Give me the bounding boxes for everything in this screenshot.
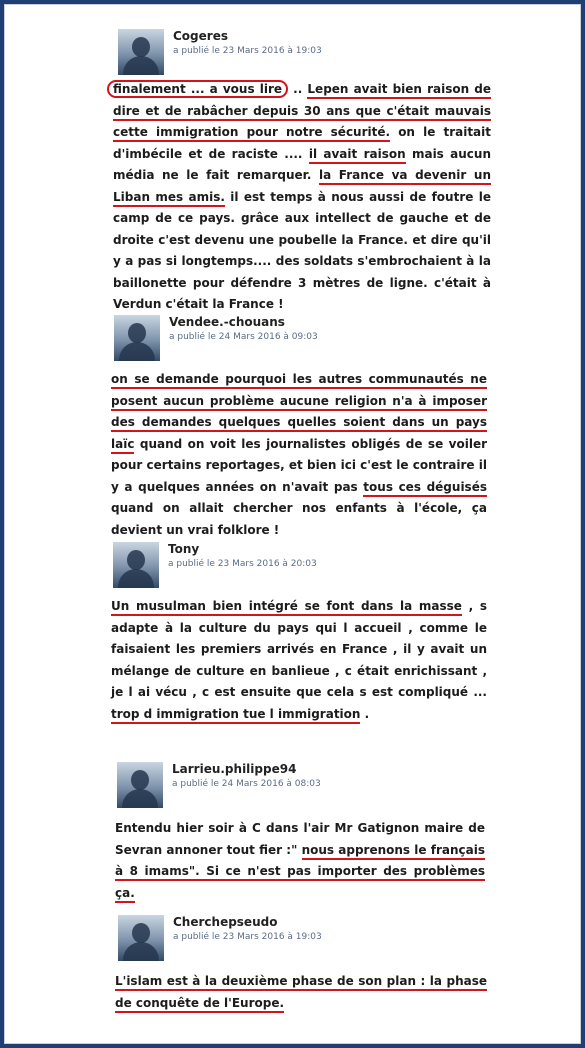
- comment-body: Un musulman bien intégré se font dans la masse , s adapte à la culture du pays qui l accueil , comme le faisaient les premiers arrivés en France , il y avait un mélange de culture en banlieue , c était enrichissant , je l ai vécu , c est ensuite que cela s est compliqué ... trop d immigration tue l immigration .: [111, 596, 487, 725]
- user-silhouette-icon: [132, 923, 150, 943]
- underlined-text: trop d immigration tue l immigration: [111, 707, 360, 724]
- comment-author[interactable]: Vendee.-chouans: [169, 315, 285, 329]
- comment-author[interactable]: Tony: [168, 542, 200, 556]
- comment-date: a publié le 24 Mars 2016 à 09:03: [169, 332, 318, 342]
- comment-author[interactable]: Larrieu.philippe94: [172, 762, 297, 776]
- avatar[interactable]: [113, 542, 159, 588]
- user-silhouette-icon: [131, 770, 149, 790]
- underlined-text: Un musulman bien intégré se font dans la masse: [111, 599, 462, 616]
- underlined-text: L'islam est à la deuxième phase de son plan : la phase de conquête de l'Europe.: [115, 974, 487, 1013]
- comment-author[interactable]: Cogeres: [173, 29, 228, 43]
- user-silhouette-icon: [132, 37, 150, 57]
- comment-body: Entendu hier soir à C dans l'air Mr Gatignon maire de Sevran annoner tout fier :" nous apprenons le français à 8 imams". Si ce n'est pas importer des problèmes ça.: [115, 818, 485, 904]
- comment-body: finalement ... a vous lire .. Lepen avait bien raison de dire et de rabâcher depuis 30 ans que c'était mauvais cette immigration pour notre sécurité. on le traitait d'imbécile et de raciste .... il avait raison mais aucun média ne le fait remarquer. la France va devenir un Liban mes amis. il est temps à nous aussi de foutre le camp de ce pays. grâce aux intellect de gauche et de droite c'est devenu une poubelle la France. et dire qu'il y a pas si longtemps.... des soldats s'embrochaient à la baillonette pour défendre 3 mètres de ligne. c'était à Verdun c'était la France !: [113, 79, 491, 316]
- comment-date: a publié le 24 Mars 2016 à 08:03: [172, 779, 321, 789]
- underlined-text: on se demande pourquoi les autres communautés ne posent aucun problème aucune religion n'a à imposer des demandes quelques quelles soient dans un pays laïc: [111, 372, 487, 454]
- comments-panel: [4, 4, 581, 1044]
- circled-text: finalement ... a vous lire: [107, 80, 288, 98]
- underlined-text: il avait raison: [309, 147, 406, 164]
- underlined-text: tous ces déguisés: [363, 480, 487, 497]
- avatar[interactable]: [118, 29, 164, 75]
- avatar[interactable]: [118, 915, 164, 961]
- underlined-text: Lepen avait bien raison de dire et de rabâcher depuis 30 ans que c'était mauvais cette immigration pour notre sécurité.: [113, 82, 491, 142]
- comment-date: a publié le 23 Mars 2016 à 20:03: [168, 559, 317, 569]
- comment-date: a publié le 23 Mars 2016 à 19:03: [173, 46, 322, 56]
- comment-date: a publié le 23 Mars 2016 à 19:03: [173, 932, 322, 942]
- avatar[interactable]: [117, 762, 163, 808]
- underlined-text: la France va devenir un Liban mes amis.: [113, 168, 491, 207]
- comment-body: on se demande pourquoi les autres communautés ne posent aucun problème aucune religion n'a à imposer des demandes quelques quelles soient dans un pays laïc quand on voit les journalistes obligés de se voiler pour certains reportages, et bien ici c'est le contraire il y a quelques années on n'avait pas tous ces déguisés quand on allait chercher nos enfants à l'école, ça devient un vrai folklore !: [111, 372, 487, 537]
- user-silhouette-icon: [127, 550, 145, 570]
- user-silhouette-icon: [128, 323, 146, 343]
- underlined-text: nous apprenons le français à 8 imams". Si ce n'est pas importer des problèmes ça.: [115, 843, 485, 903]
- avatar[interactable]: [114, 315, 160, 361]
- comment-body: [115, 971, 487, 1014]
- comment-author[interactable]: Cherchepseudo: [173, 915, 278, 929]
